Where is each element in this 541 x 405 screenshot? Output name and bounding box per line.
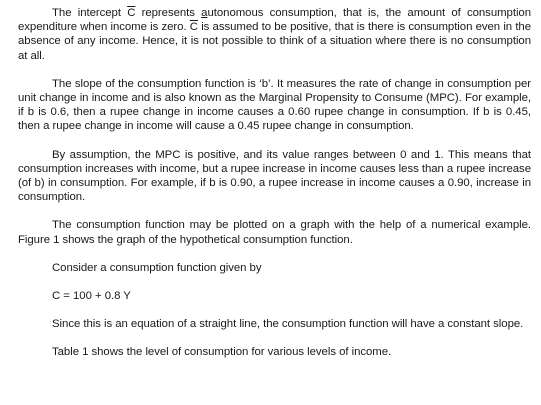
paragraph-slope-mpc: The slope of the consumption function is ‘b’. It measures the rate of change in consumption per unit change in income and is also known as the Marginal Propensity to Consume (MPC). For example, if b is 0.6, then a rupee change in income causes a 0.60 rupee change in consumption. If b is 0.45, then a rupee change in income will cause a 0.45 rupee change in consumption. xyxy=(18,77,531,133)
c-bar-symbol: $\overline{C}$ xyxy=(189,21,198,34)
paragraph-straight-line: Since this is an equation of a straight line, the consumption function will have a constant slope. xyxy=(52,318,524,331)
text-segment: is assumed to be positive, that is there is consumption even in the absence of any income. Hence, it is not possible to think of a situation where there is no consumption at all. xyxy=(18,21,531,62)
underlined-letter: a xyxy=(201,7,208,19)
c-bar-symbol: $\overline{C}$ xyxy=(127,7,136,19)
paragraph-mpc-assumption: By assumption, the MPC is positive, and its value ranges between 0 and 1. This means that consumption increases with income, but a rupee increase in income causes less than a rupee increase (of b) in consumption. For example, if b is 0.90, a rupee increase in income causes a 0.90, increase in consumption. xyxy=(18,148,531,204)
text-segment: utonomous consumption, that is, the amount of consumption expenditure when income is zero. xyxy=(18,7,532,34)
paragraph-graph-intro: The consumption function may be plotted on a graph with the help of a numerical example. Figure 1 shows the graph of the hypothetical consumption function. xyxy=(18,219,531,246)
paragraph-consider: Consider a consumption function given by xyxy=(52,261,262,274)
text-segment: The intercept xyxy=(52,7,128,19)
paragraph-autonomous-consumption xyxy=(18,6,531,63)
paragraph-table-intro: Table 1 shows the level of consumption for various levels of income. xyxy=(52,346,392,359)
text-segment: represents xyxy=(135,7,202,19)
consumption-equation: C = 100 + 0.8 Y xyxy=(52,290,131,303)
